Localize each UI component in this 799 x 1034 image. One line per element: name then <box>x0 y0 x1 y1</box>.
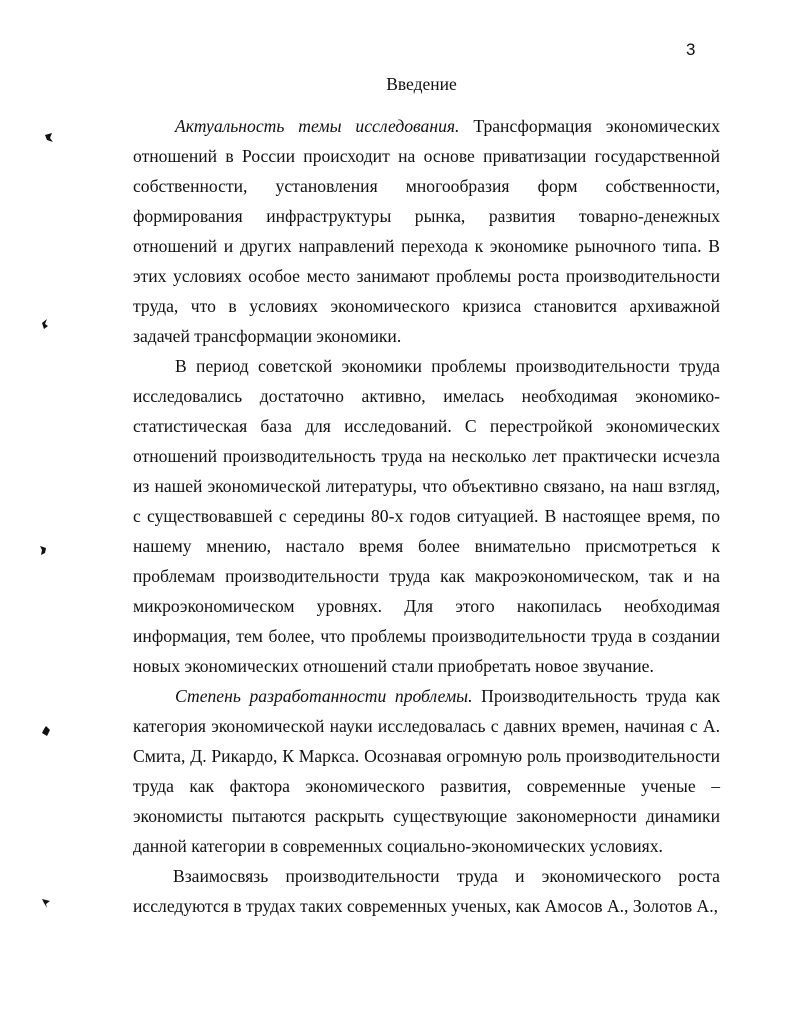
paragraph-text: В период советской экономики проблемы производительности труда исследовались достаточно активно, имелась необходимая экономико-статистическая база для исследований. С перестройкой экономических отношений производительность труда на несколько лет практически исчезла из нашей экономической литературы, что объективно связано, на наш взгляд, с существовавшей с середины 80-х годов ситуацией. В настоящее время, по нашему мнению, настало время более внимательно присмотреться к проблемам производительности труда как макроэкономическом, так и на микроэкономическом уровнях. Для этого накопилась необходимая информация, тем более, что проблемы производительности труда в создании новых экономических отношений стали приобретать новое звучание. <box>133 356 720 676</box>
section-title: Введение <box>386 74 457 94</box>
paragraph <box>133 351 720 681</box>
scan-mark-5 <box>41 897 51 909</box>
paragraph-text: Производительность труда как категория экономической науки исследовалась с давних времен, начиная с А. Смита, Д. Рикардо, К Маркса. Осознавая огромную роль производительности труда как фактора экономического развития, современные ученые – экономисты пытаются раскрыть существующие закономерности динамики данной категории в современных социально-экономических условиях. <box>133 686 721 856</box>
paragraph <box>133 681 720 861</box>
paragraph-text: Взаимосвязь производительности труда и экономического роста исследуются в трудах таких современных ученых, как Амосов А., Золотов А., <box>133 866 720 916</box>
scan-mark-1 <box>44 132 54 144</box>
page-number: 3 <box>686 40 696 59</box>
scan-mark-3 <box>38 544 48 556</box>
scan-mark-4 <box>41 725 51 737</box>
paragraph-text: Трансформация экономических отношений в России происходит на основе приватизации государственной собственности, установления многообразия форм собственности, формирования инфраструктуры рынка, развития товарно-денежных отношений и других направлений перехода к экономике рыночного типа. В этих условиях особое место занимают проблемы роста производительности труда, что в условиях экономического кризиса становится архиважной задачей трансформации экономики. <box>133 116 720 346</box>
scan-mark-2 <box>40 318 50 330</box>
body-text <box>133 111 720 921</box>
paragraph <box>133 111 720 351</box>
paragraph-lead: Актуальность темы исследования. <box>175 116 460 136</box>
paragraph-lead: Степень разработанности проблемы. <box>175 686 473 706</box>
paragraph <box>133 861 720 921</box>
